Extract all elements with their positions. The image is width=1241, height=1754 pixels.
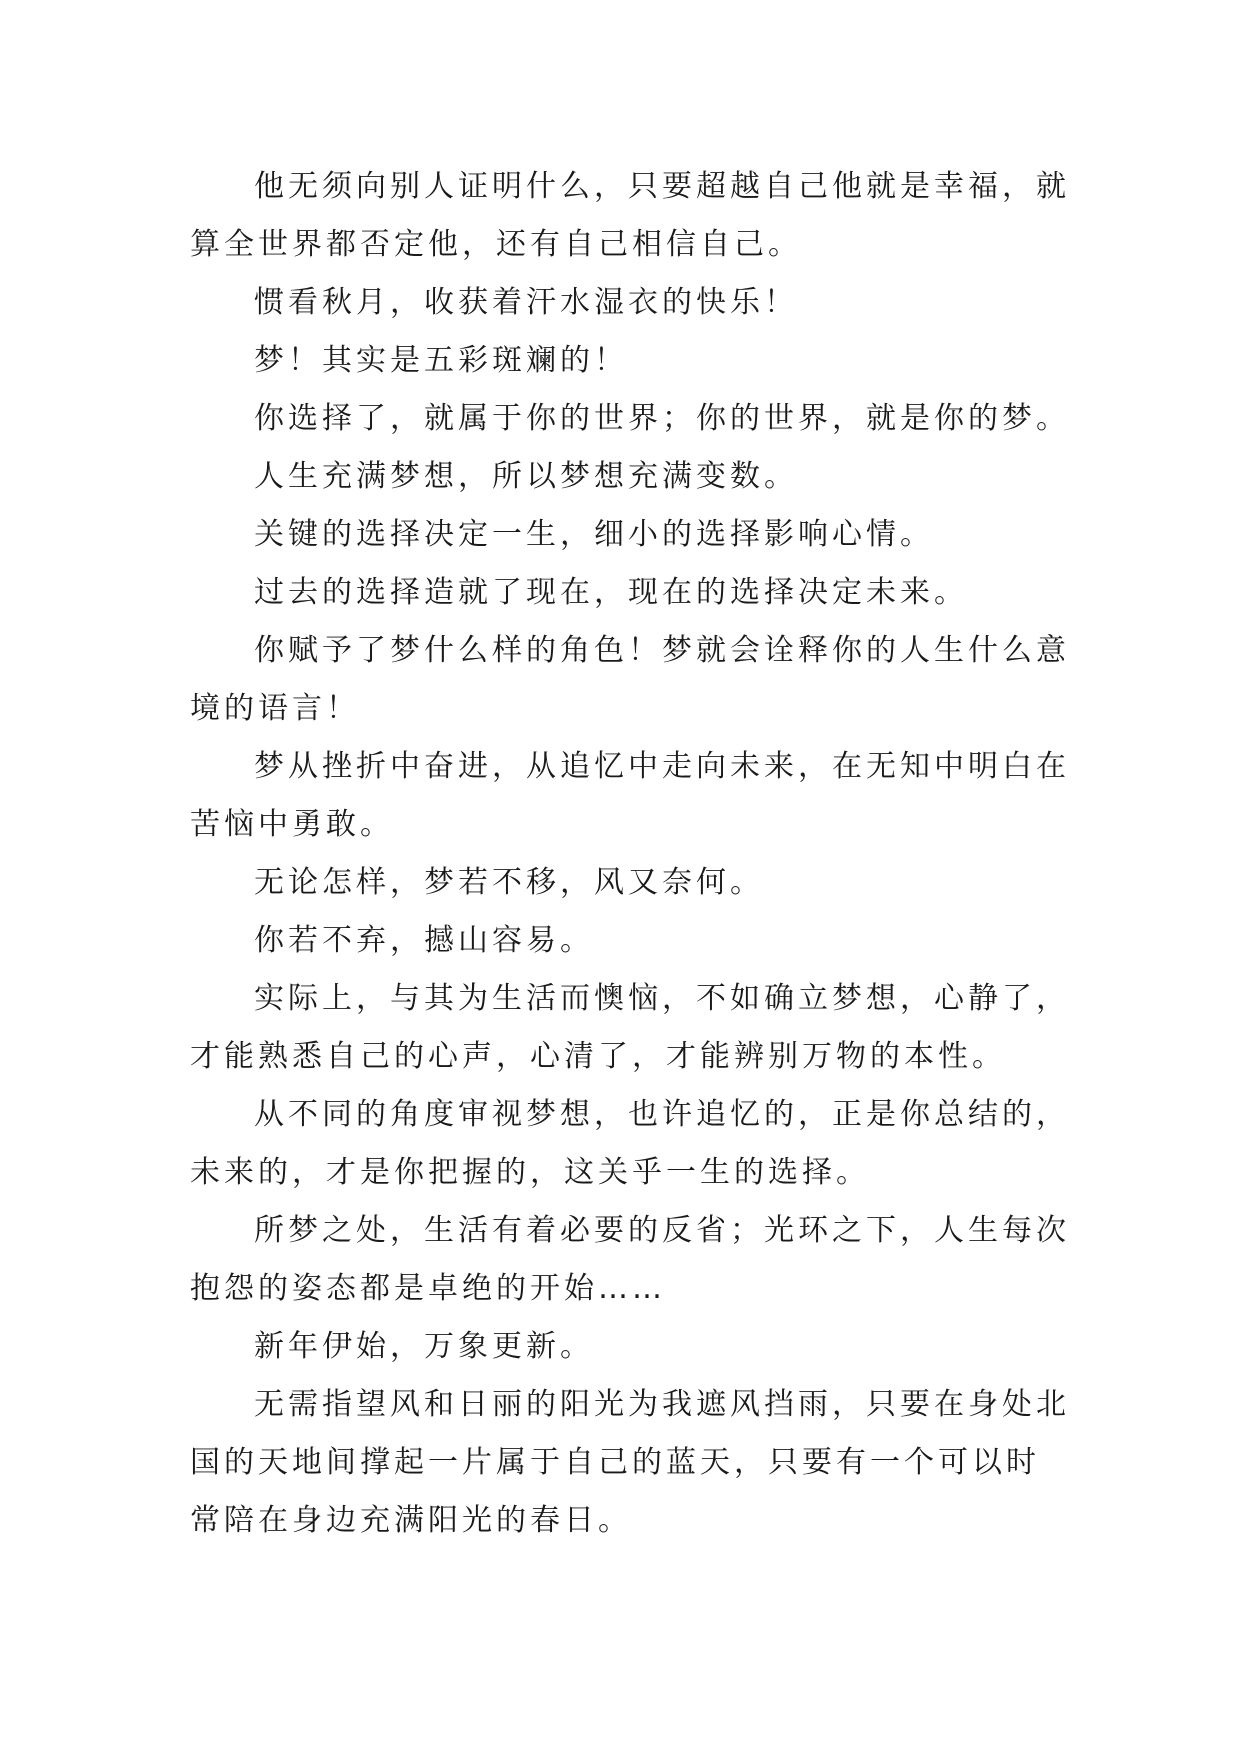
paragraph: 梦！其实是五彩斑斓的！ <box>254 343 628 378</box>
paragraph: 无需指望风和日丽的阳光为我遮风挡雨，只要在身处北国的天地间撑起一片属于自己的蓝天，只要有一个可以时常陪在身边充满阳光的春日。 <box>190 1387 1070 1538</box>
paragraph: 所梦之处，生活有着必要的反省；光环之下，人生每次抱怨的姿态都是卓绝的开始…… <box>190 1213 1070 1306</box>
paragraph: 关键的选择决定一生，细小的选择影响心情。 <box>254 517 934 552</box>
paragraph: 你选择了，就属于你的世界；你的世界，就是你的梦。 <box>254 401 1070 436</box>
paragraph: 新年伊始，万象更新。 <box>254 1329 594 1364</box>
paragraph: 人生充满梦想，所以梦想充满变数。 <box>254 459 798 494</box>
paragraph: 无论怎样，梦若不移，风又奈何。 <box>254 865 764 900</box>
paragraph: 你若不弃，撼山容易。 <box>254 923 594 958</box>
paragraph: 从不同的角度审视梦想，也许追忆的，正是你总结的，未来的，才是你把握的，这关乎一生的选择。 <box>190 1097 1070 1190</box>
paragraph: 过去的选择造就了现在，现在的选择决定未来。 <box>254 575 968 610</box>
paragraph: 你赋予了梦什么样的角色！梦就会诠释你的人生什么意境的语言！ <box>190 633 1070 726</box>
paragraph: 实际上，与其为生活而懊恼，不如确立梦想，心静了，才能熟悉自己的心声，心清了，才能辨别万物的本性。 <box>190 981 1070 1074</box>
paragraph: 他无须向别人证明什么，只要超越自己他就是幸福，就算全世界都否定他，还有自己相信自己。 <box>190 169 1070 262</box>
paragraph: 惯看秋月，收获着汗水湿衣的快乐！ <box>254 285 798 320</box>
paragraph: 梦从挫折中奋进，从追忆中走向未来，在无知中明白在苦恼中勇敢。 <box>190 749 1070 842</box>
document-body <box>190 158 1070 1550</box>
